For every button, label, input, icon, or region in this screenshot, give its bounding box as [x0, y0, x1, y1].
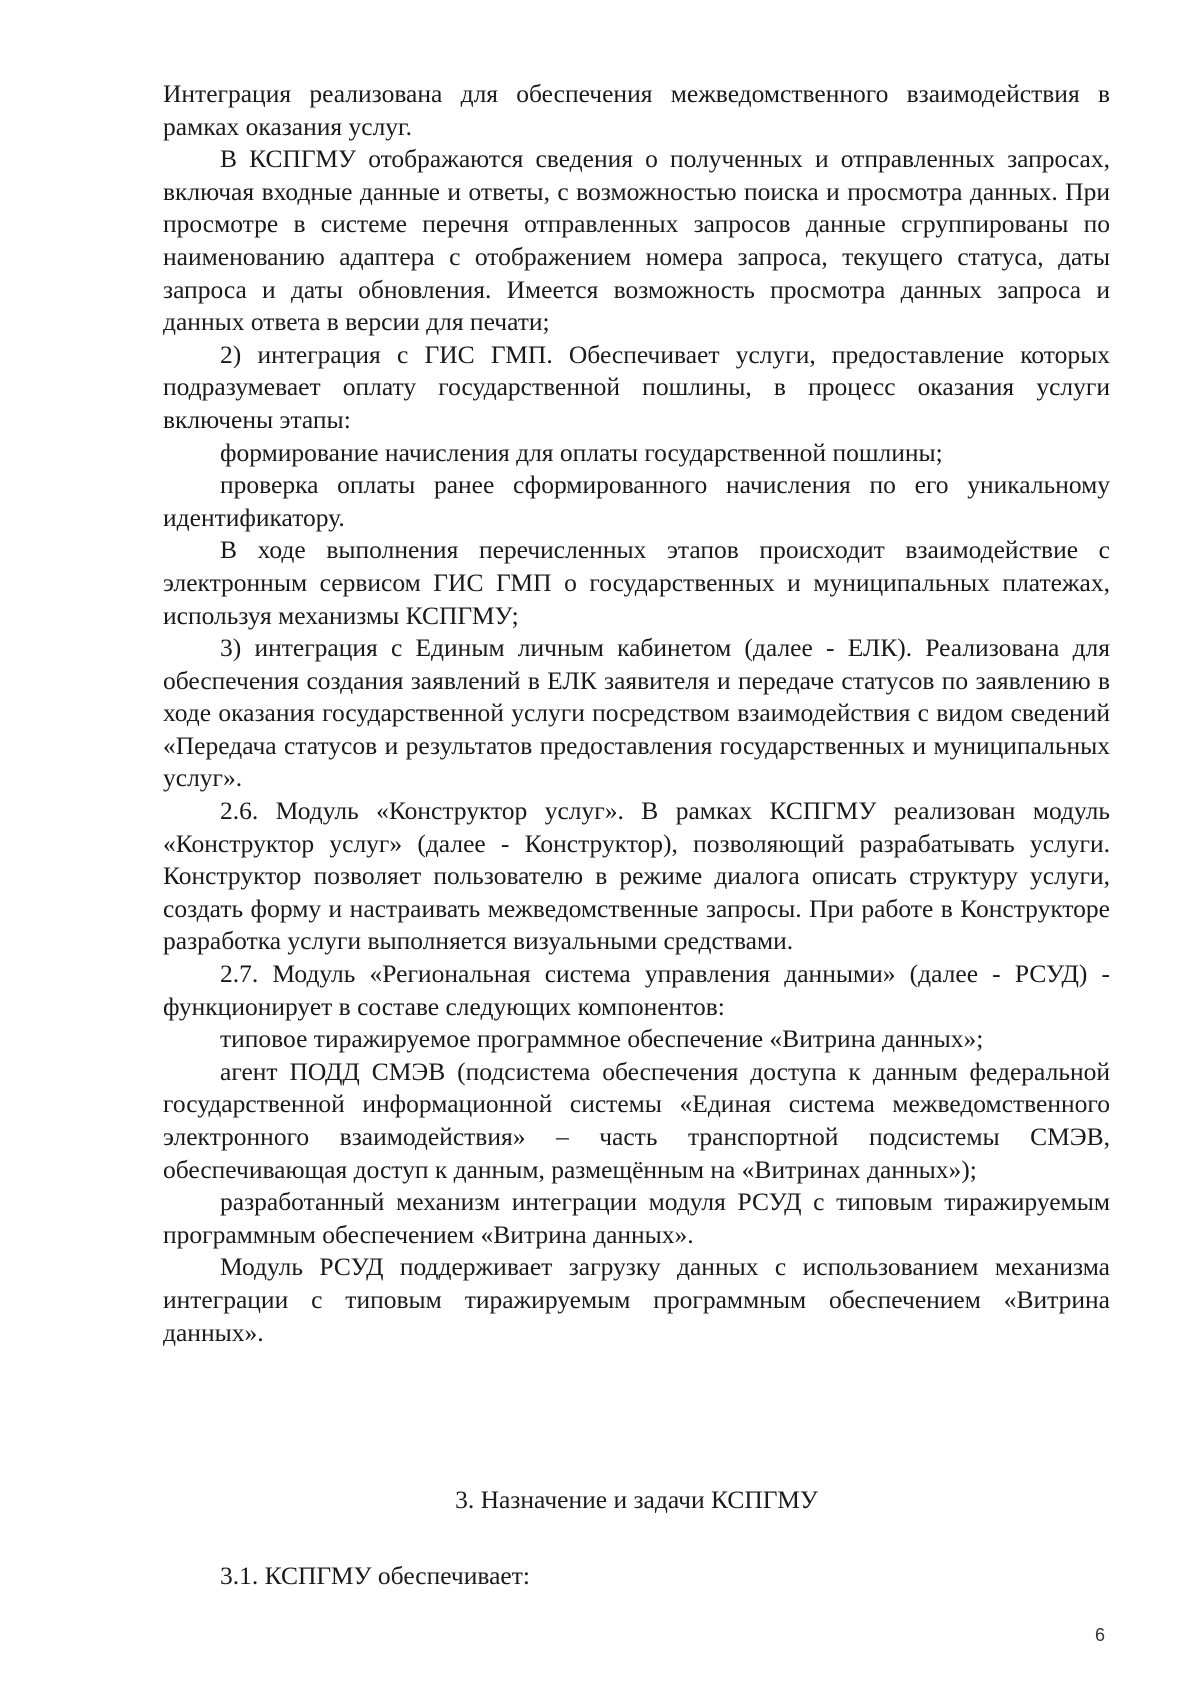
paragraph-requests-display: В КСПГМУ отображаются сведения о полученных и отправленных запросах, включая входные данные и ответы, с возможностью поиска и просмотра данных. При просмотре в системе перечня отправленных запросов данные сгруппированы по наименованию адаптера с отображением номера запроса, текущего статуса, даты запроса и даты обновления. Имеется возможность просмотра данных запроса и данных ответа в версии для печати;: [163, 144, 1110, 337]
paragraph-elk-integration: 3) интеграция с Единым личным кабинетом (далее - ЕЛК). Реализована для обеспечения создания заявлений в ЕЛК заявителя и передаче статусов по заявлению в ходе оказания государственной услуги посредством взаимодействия с видом сведений «Передача статусов и результатов предоставления государственных и муниципальных услуг».: [163, 633, 1110, 793]
section-heading: 3. Назначение и задачи КСПГМУ: [455, 1485, 818, 1514]
body-text: [163, 78, 1110, 1349]
paragraph-rsud-component-agent: агент ПОДД СМЭВ (подсистема обеспечения доступа к данным федеральной государственной информационной системы «Единая система межведомственного электронного взаимодействия» – часть транспортной подсистемы СМЭВ, обеспечивающая доступ к данным, размещённым на «Витринах данных»);: [163, 1056, 1110, 1184]
paragraph-rsud-component-mechanism: разработанный механизм интеграции модуля РСУД с типовым тиражируемым программным обеспечением «Витрина данных».: [163, 1187, 1110, 1249]
page-number: 6: [1095, 1625, 1106, 1645]
paragraph-stage-charge-formation: формирование начисления для оплаты государственной пошлины;: [220, 437, 943, 467]
paragraph-stage-payment-check: проверка оплаты ранее сформированного начисления по его уникальному идентификатору.: [163, 470, 1110, 532]
paragraph-gis-gmp-interaction: В ходе выполнения перечисленных этапов происходит взаимодействие с электронным сервисом ГИС ГМП о государственных и муниципальных платежах, используя механизмы КСПГМУ;: [163, 535, 1110, 630]
paragraph-rsud-component-vitrina: типовое тиражируемое программное обеспечение «Витрина данных»;: [220, 1024, 984, 1054]
subsection-start: 3.1. КСПГМУ обеспечивает:: [220, 1561, 530, 1590]
paragraph-gis-gmp-integration: 2) интеграция с ГИС ГМП. Обеспечивает услуги, предоставление которых подразумевает оплату государственной пошлины, в процесс оказания услуги включены этапы:: [163, 339, 1110, 434]
paragraph-integration-purpose: Интеграция реализована для обеспечения межведомственного взаимодействия в рамках оказания услуг.: [163, 79, 1110, 141]
paragraph-rsud-data-loading: Модуль РСУД поддерживает загрузку данных с использованием механизма интеграции с типовым тиражируемым программным обеспечением «Витрина данных».: [163, 1252, 1110, 1347]
paragraph-constructor-module: 2.6. Модуль «Конструктор услуг». В рамках КСПГМУ реализован модуль «Конструктор услуг» (далее - Конструктор), позволяющий разрабатывать услуги. Конструктор позволяет пользователю в режиме диалога описать структуру услуги, создать форму и настраивать межведомственные запросы. При работе в Конструкторе разработка услуги выполняется визуальными средствами.: [163, 796, 1110, 956]
paragraph-rsud-module: 2.7. Модуль «Региональная система управления данными» (далее - РСУД) - функционирует в составе следующих компонентов:: [163, 959, 1110, 1021]
